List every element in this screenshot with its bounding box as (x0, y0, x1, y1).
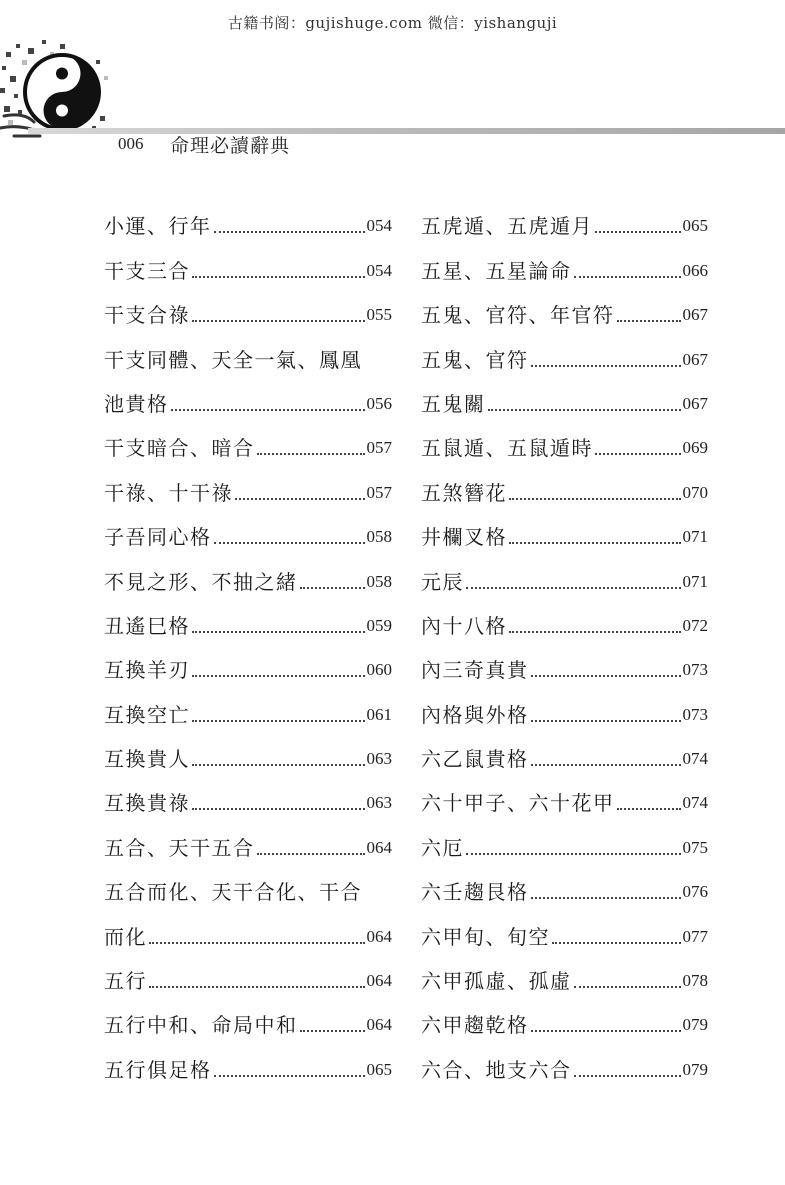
toc-entry[interactable]: 五鬼、官符 067 (421, 347, 708, 372)
toc-entry[interactable]: 六十甲子、六十花甲 074 (421, 791, 708, 816)
toc-entry[interactable]: 五合、天干五合 064 (104, 835, 392, 860)
toc-entry[interactable]: 五鬼、官符、年官符 067 (421, 303, 708, 328)
toc-entry[interactable]: 互換貴人 063 (104, 747, 392, 772)
toc-entry[interactable]: 元辰 071 (421, 569, 708, 594)
toc-entry[interactable]: 而化 064 (104, 924, 392, 949)
toc-entry[interactable]: 池貴格 056 (104, 391, 392, 416)
toc-entry[interactable]: 五行中和、命局中和 064 (104, 1013, 392, 1038)
toc-entry[interactable]: 干支三合 054 (104, 258, 392, 283)
toc-entry[interactable]: 五行 064 (104, 969, 392, 994)
toc-entry[interactable]: 干支同體、天全一氣、鳳凰 (104, 347, 362, 372)
toc-entry[interactable]: 互換貴祿 063 (104, 791, 392, 816)
toc-entry[interactable]: 六厄 075 (421, 835, 708, 860)
toc-entry[interactable]: 干支合祿 055 (104, 303, 392, 328)
toc-entry[interactable]: 六合、地支六合 079 (421, 1057, 708, 1082)
toc-entry[interactable]: 互換羊刃 060 (104, 658, 392, 683)
toc-entry[interactable]: 內十八格 072 (421, 613, 708, 638)
toc-entry[interactable]: 五合而化、天干合化、干合 (104, 880, 362, 905)
toc-entry[interactable]: 內格與外格 073 (421, 702, 708, 727)
toc-right-column (421, 206, 708, 1094)
toc-entry[interactable]: 六乙鼠貴格 074 (421, 747, 708, 772)
toc-entry[interactable]: 丑遙巳格 059 (104, 613, 392, 638)
toc-entry[interactable]: 井欄叉格 071 (421, 525, 708, 550)
toc-entry[interactable]: 互換空亡 061 (104, 702, 392, 727)
toc-left-column (104, 206, 392, 1094)
header-rule (28, 128, 785, 134)
toc-entry[interactable]: 小運、行年 054 (104, 214, 392, 239)
toc-entry[interactable]: 五煞簪花 070 (421, 480, 708, 505)
toc-entry[interactable]: 六甲趨乾格 079 (421, 1013, 708, 1038)
toc-entry[interactable]: 干祿、十干祿 057 (104, 480, 392, 505)
watermark-text: 古籍书阁：gujishuge.com 微信：yishanguji (227, 14, 558, 32)
toc-entry[interactable]: 不見之形、不抽之緒 058 (104, 569, 392, 594)
toc-entry[interactable]: 子吾同心格 058 (104, 525, 392, 550)
toc-entry[interactable]: 五虎遁、五虎遁月 065 (421, 214, 708, 239)
toc-entry[interactable]: 六壬趨艮格 076 (421, 880, 708, 905)
toc-entry[interactable]: 干支暗合、暗合 057 (104, 436, 392, 461)
page-number: 006 (118, 134, 144, 153)
toc-entry[interactable]: 五星、五星論命 066 (421, 258, 708, 283)
book-title: 命理必讀辭典 (170, 135, 291, 157)
toc-entry[interactable]: 六甲孤虛、孤虛 078 (421, 969, 708, 994)
toc-entry[interactable]: 五行俱足格 065 (104, 1057, 392, 1082)
toc-entry[interactable]: 五鬼關 067 (421, 391, 708, 416)
toc-entry[interactable]: 內三奇真貴 073 (421, 658, 708, 683)
toc-entry[interactable]: 五鼠遁、五鼠遁時 069 (421, 436, 708, 461)
toc-entry[interactable]: 六甲旬、旬空 077 (421, 924, 708, 949)
